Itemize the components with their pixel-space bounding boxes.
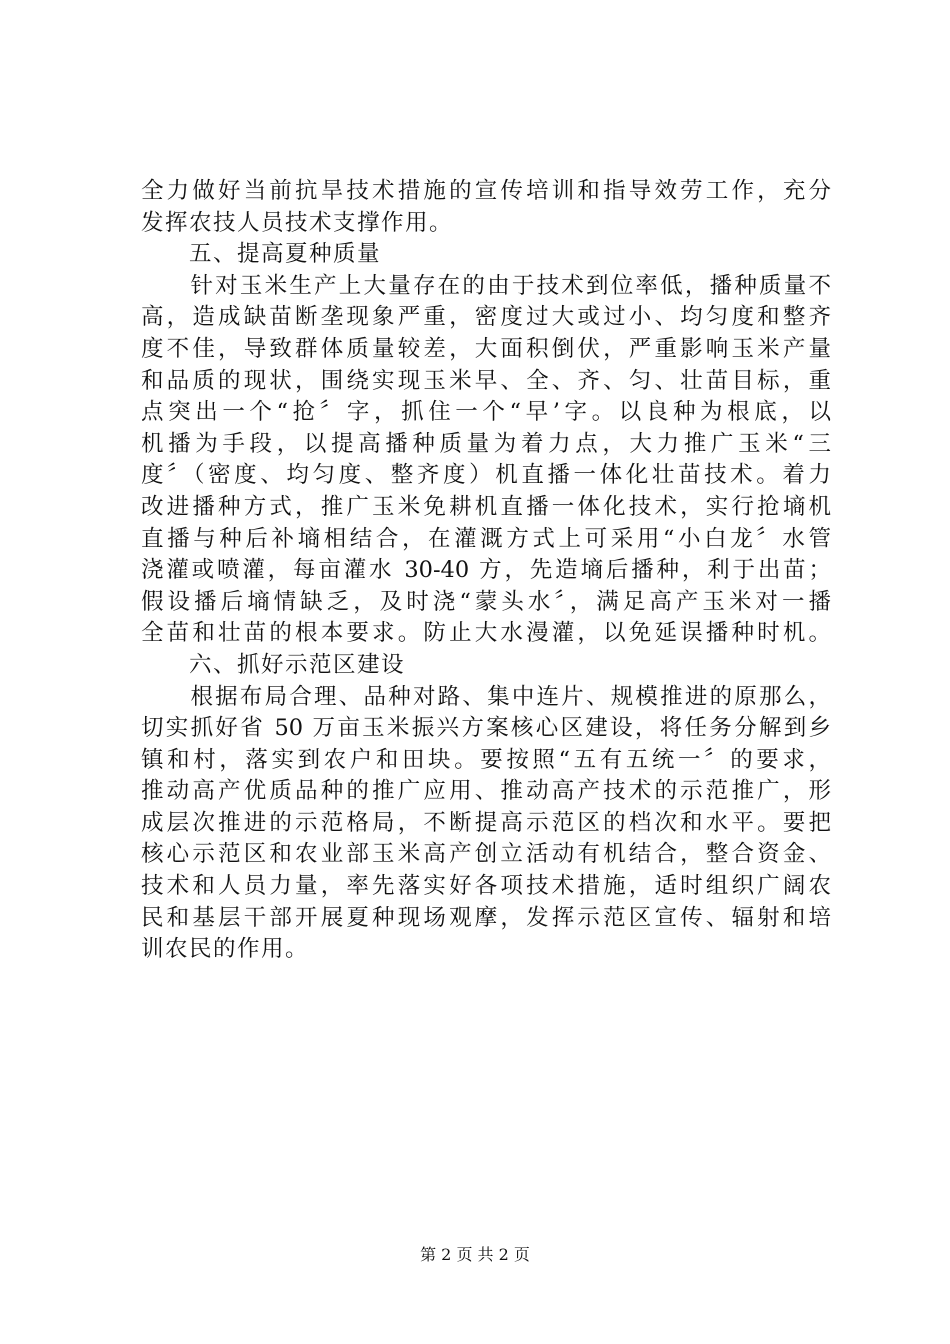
text-line: 度〞（密度、均匀度、整齐度）机直播一体化壮苗技术。着力 — [141, 462, 831, 489]
text-line: 假设播后墒情缺乏，及时浇“蒙头水〞，满足高产玉米对一播 — [141, 588, 831, 615]
text-line: 高，造成缺苗断垄现象严重，密度过大或过小、均匀度和整齐 — [141, 304, 831, 331]
text-line: 切实抓好省 50 万亩玉米振兴方案核心区建设，将任务分解到乡 — [141, 715, 831, 742]
text-line: 全苗和壮苗的根本要求。防止大水漫灌，以免延误播种时机。 — [141, 620, 831, 647]
page-number: 第 2 页 共 2 页 — [420, 1245, 530, 1264]
text-line: 根据布局合理、品种对路、集中连片、规模推进的原那么， — [141, 683, 831, 710]
text-line: 改进播种方式，推广玉米免耕机直播一体化技术，实行抢墒机 — [141, 493, 831, 520]
text-line: 浇灌或喷灌，每亩灌水 30-40 方，先造墒后播种，利于出苗； — [141, 557, 831, 584]
document-body — [141, 176, 831, 966]
text-line: 和品质的现状，围绕实现玉米早、全、齐、匀、壮苗目标，重 — [141, 367, 831, 394]
section-heading: 六、抓好示范区建设 — [141, 651, 406, 678]
text-line: 训农民的作用。 — [141, 936, 310, 963]
text-line: 全力做好当前抗旱技术措施的宣传培训和指导效劳工作，充分 — [141, 178, 831, 204]
text-line: 技术和人员力量，率先落实好各项技术措施，适时组织广阔农 — [141, 873, 831, 900]
section-heading: 五、提高夏种质量 — [141, 241, 382, 268]
text-line: 度不佳，导致群体质量较差，大面积倒伏，严重影响玉米产量 — [141, 335, 831, 362]
text-line: 成层次推进的示范格局，不断提高示范区的档次和水平。要把 — [141, 809, 831, 836]
text-line: 推动高产优质品种的推广应用、推动高产技术的示范推广，形 — [141, 778, 831, 805]
text-line: 镇和村，落实到农户和田块。要按照“五有五统一〞的要求， — [141, 746, 831, 773]
text-line: 直播与种后补墒相结合，在灌溉方式上可采用“小白龙〞水管 — [141, 525, 831, 552]
text-line: 点突出一个“抢〞字，抓住一个“早’字。以良种为根底，以 — [141, 399, 831, 426]
text-line: 民和基层干部开展夏种现场观摩，发挥示范区宣传、辐射和培 — [141, 904, 831, 931]
text-line: 针对玉米生产上大量存在的由于技术到位率低，播种质量不 — [141, 272, 831, 299]
page-footer — [0, 1245, 950, 1265]
text-line: 核心示范区和农业部玉米高产创立活动有机结合，整合资金、 — [141, 841, 831, 868]
text-line: 发挥农技人员技术支撑作用。 — [141, 209, 454, 236]
text-line: 机播为手段，以提高播种质量为着力点，大力推广玉米“三 — [141, 430, 831, 457]
